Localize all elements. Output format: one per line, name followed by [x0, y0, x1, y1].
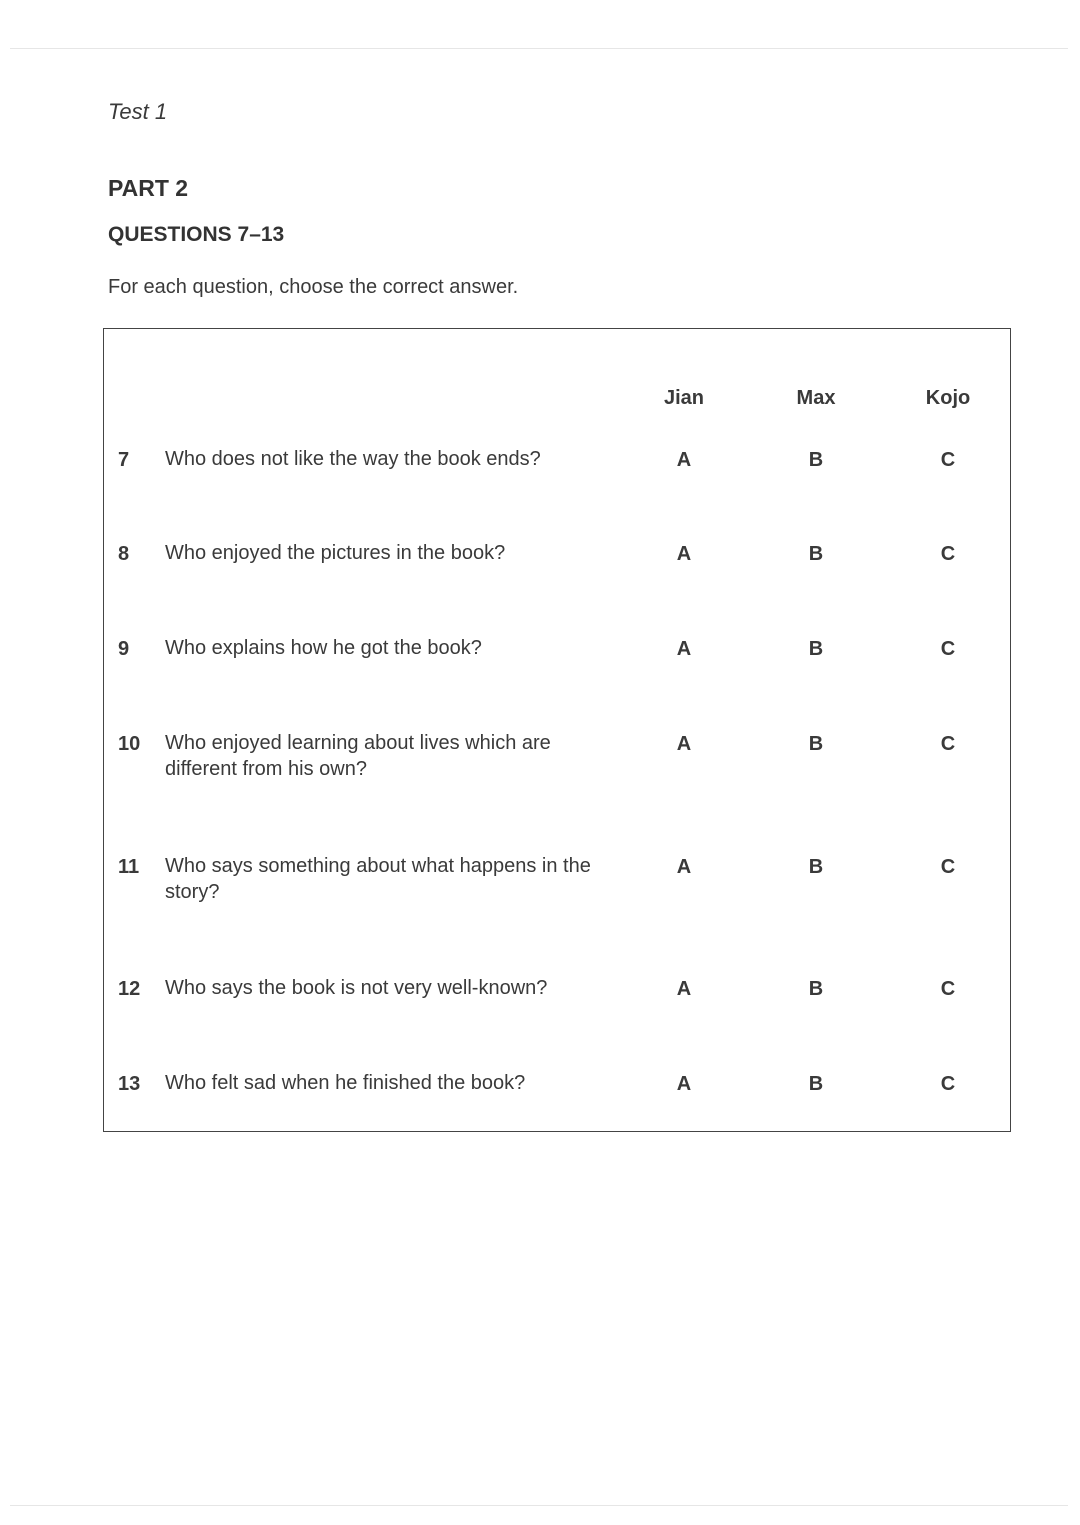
part-title: PART 2: [108, 175, 189, 201]
page-bottom-rule: [10, 1505, 1068, 1506]
question-number: 7: [118, 449, 130, 471]
option-a[interactable]: A: [676, 543, 692, 565]
option-c[interactable]: C: [940, 449, 956, 471]
column-header-kojo: Kojo: [925, 387, 971, 409]
option-c[interactable]: C: [940, 733, 956, 755]
question-number: 10: [118, 733, 141, 755]
option-b[interactable]: B: [808, 978, 824, 1000]
option-c[interactable]: C: [940, 638, 956, 660]
question-text: Who does not like the way the book ends?: [165, 448, 541, 470]
option-b[interactable]: B: [808, 733, 824, 755]
option-a[interactable]: A: [676, 733, 692, 755]
option-c[interactable]: C: [940, 856, 956, 878]
question-number: 9: [118, 638, 130, 660]
option-c[interactable]: C: [940, 543, 956, 565]
option-a[interactable]: A: [676, 978, 692, 1000]
test-title: Test 1: [108, 99, 168, 124]
option-b[interactable]: B: [808, 856, 824, 878]
instruction-text: For each question, choose the correct answer.: [108, 276, 519, 298]
column-header-max: Max: [796, 387, 836, 409]
questions-range-heading: QUESTIONS 7–13: [108, 223, 285, 246]
question-table: [103, 328, 1011, 1132]
question-number: 12: [118, 978, 141, 1000]
option-c[interactable]: C: [940, 978, 956, 1000]
option-a[interactable]: A: [676, 856, 692, 878]
option-b[interactable]: B: [808, 449, 824, 471]
question-text: Who enjoyed learning about lives which are different from his own?: [165, 732, 551, 780]
option-a[interactable]: A: [676, 1073, 692, 1095]
option-b[interactable]: B: [808, 638, 824, 660]
question-number: 11: [118, 856, 140, 878]
question-text: Who felt sad when he finished the book?: [165, 1072, 526, 1094]
question-text: Who explains how he got the book?: [165, 637, 482, 659]
option-a[interactable]: A: [676, 449, 692, 471]
option-b[interactable]: B: [808, 543, 824, 565]
option-b[interactable]: B: [808, 1073, 824, 1095]
question-text: Who says the book is not very well-known?: [165, 977, 548, 999]
option-a[interactable]: A: [676, 638, 692, 660]
option-c[interactable]: C: [940, 1073, 956, 1095]
question-number: 13: [118, 1073, 141, 1095]
column-header-jian: Jian: [663, 387, 705, 409]
page-top-rule: [10, 48, 1068, 49]
question-text: Who enjoyed the pictures in the book?: [165, 542, 506, 564]
question-number: 8: [118, 543, 130, 565]
question-text: Who says something about what happens in the story?: [165, 855, 591, 903]
